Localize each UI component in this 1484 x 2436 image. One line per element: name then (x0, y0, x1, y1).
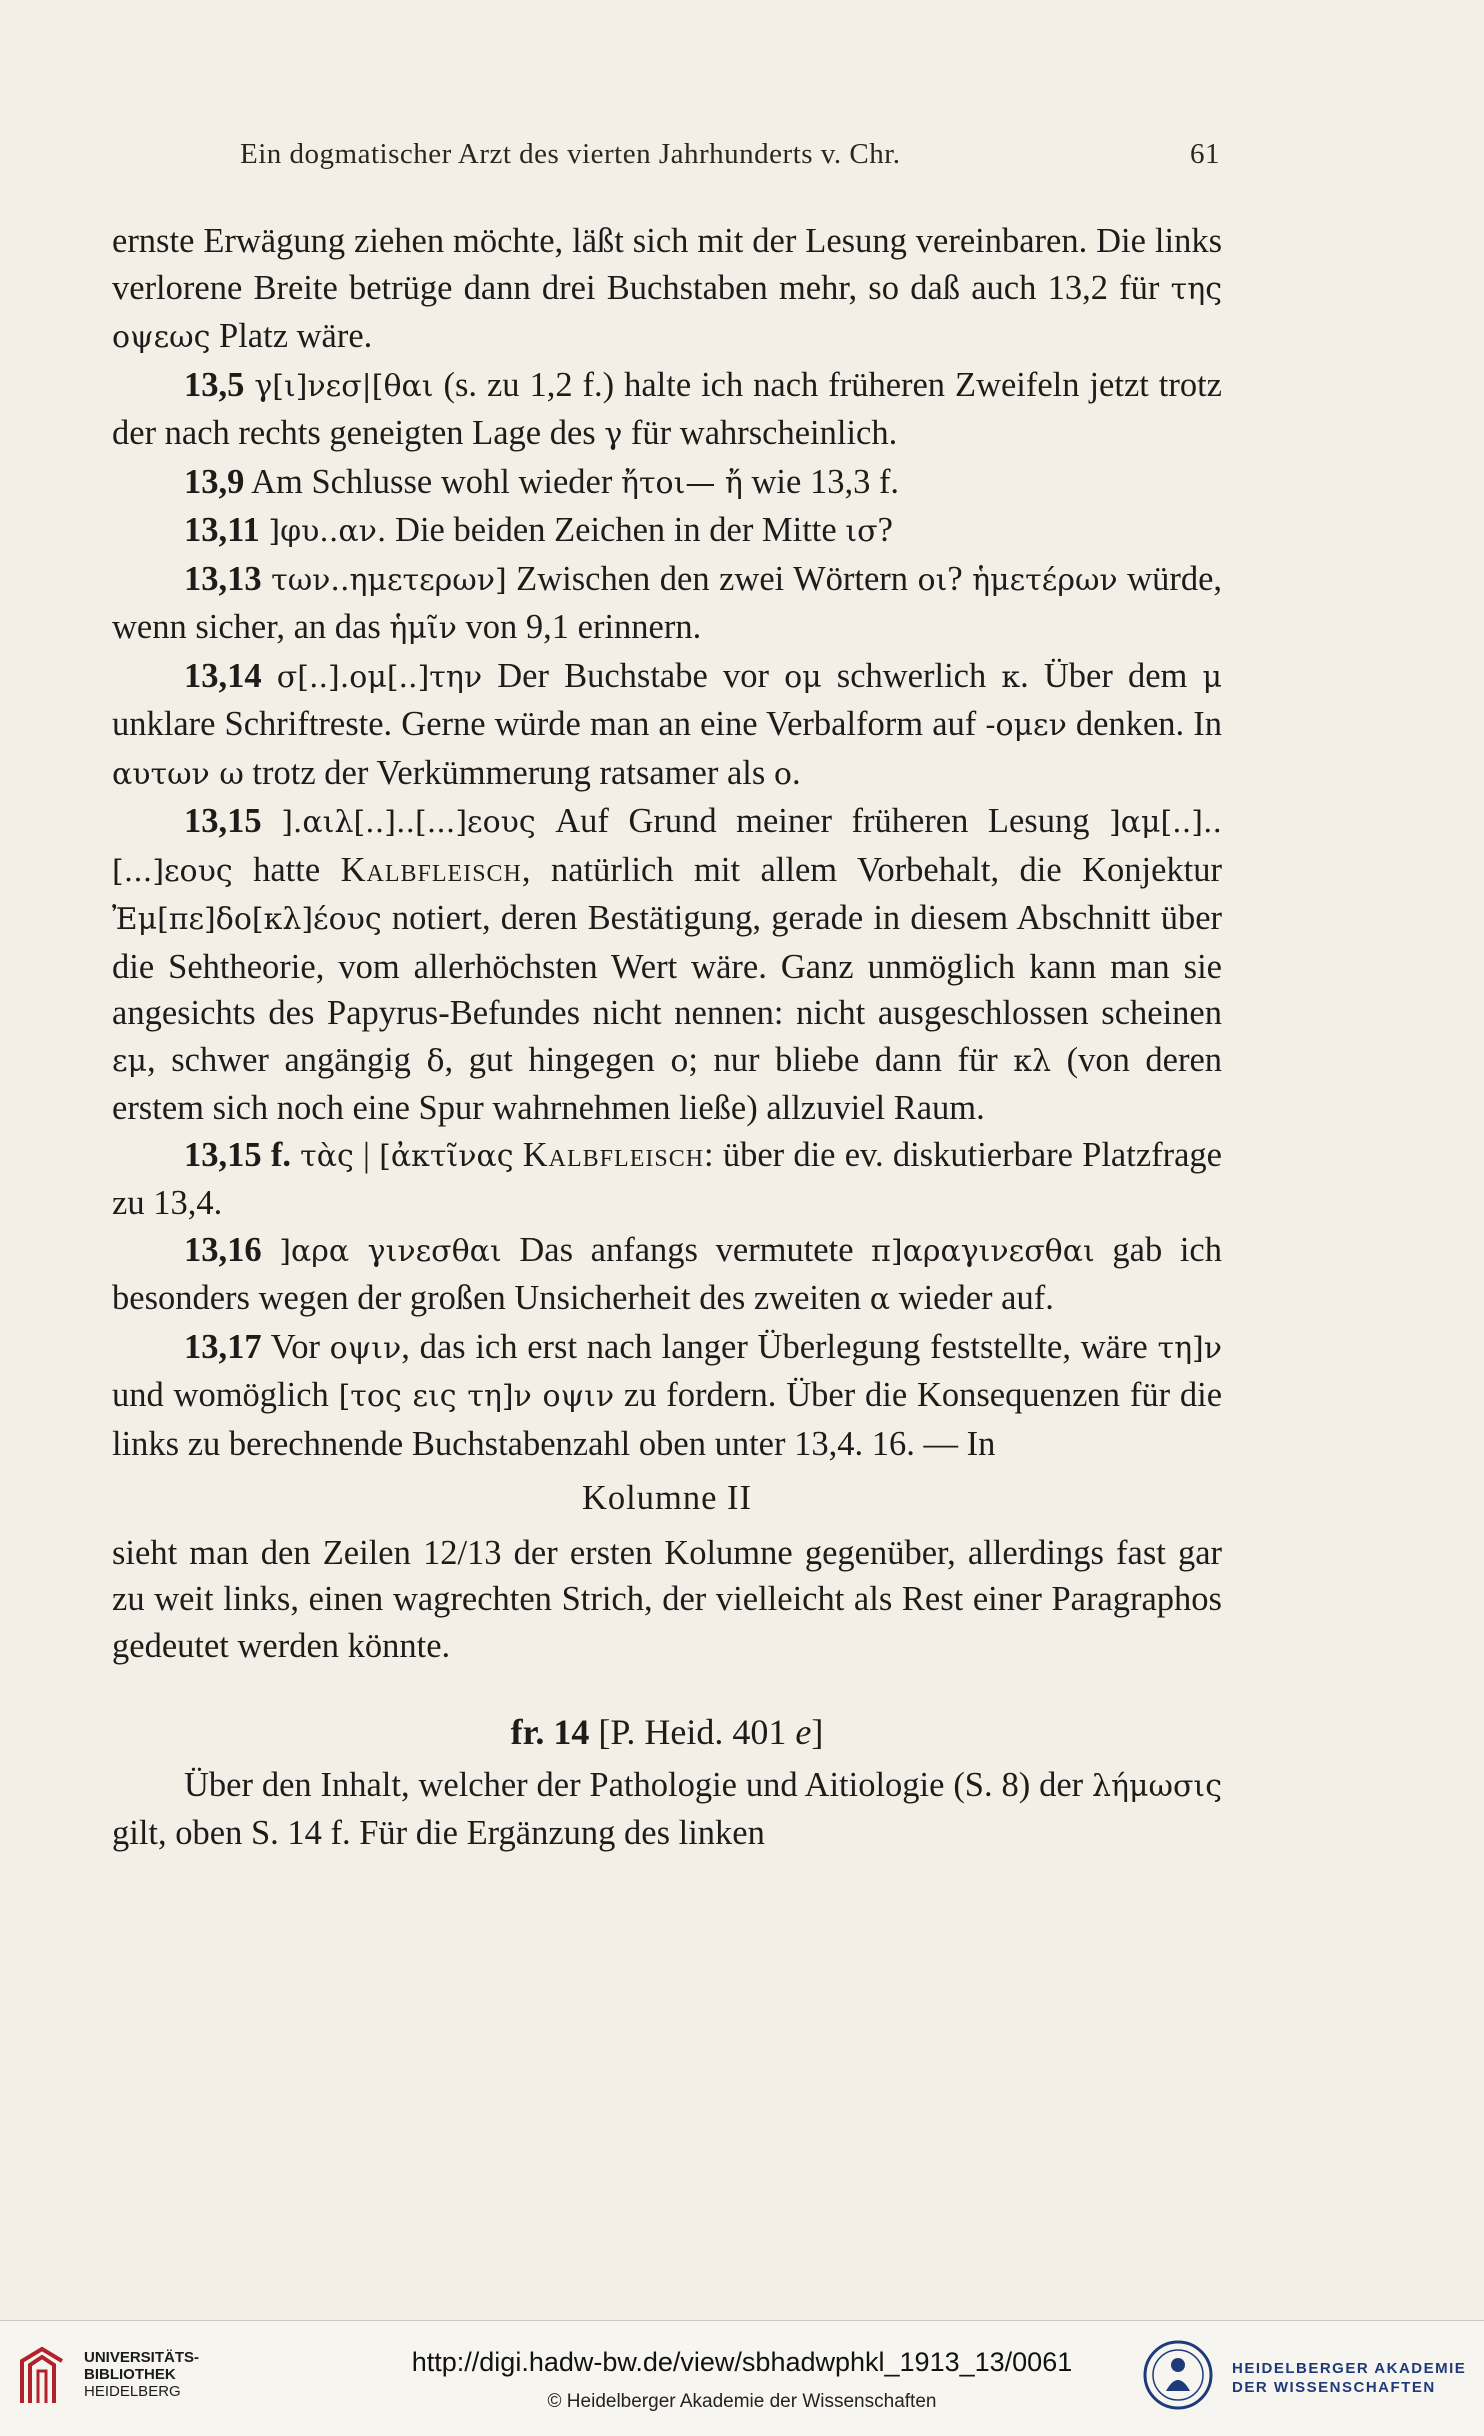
column-heading: Kolumne II (581, 1479, 752, 1517)
fragment-text (112, 1762, 1222, 1857)
academy-name-line1: HEIDELBERGER AKADEMIE (1232, 2360, 1467, 2377)
running-header (240, 138, 1220, 171)
running-title: Ein dogmatischer Arzt des vierten Jahrhunderts v. Chr. (240, 138, 901, 170)
library-name-line1: UNIVERSITÄTS- (84, 2349, 200, 2366)
source-url-link[interactable]: http://digi.hadw-bw.de/view/sbhadwphkl_1913_13/0061 (411, 2347, 1073, 2377)
commentary-block (112, 218, 1222, 1467)
paragraph-p4: 13,11 ]φυ..αν. Die beiden Zeichen in der Mitte ισ? (184, 511, 893, 549)
footer-bar (0, 2320, 1484, 2436)
paragraph-p3: 13,9 Am Schlusse wohl wieder ἤτοι— ἤ wie 13,3 f. (184, 462, 900, 501)
copyright-notice: © Heidelberger Akademie der Wissenschaften (547, 2391, 937, 2412)
body-text (112, 218, 1222, 1857)
paragraph-p6: 13,14 σ[..].ομ[..]την Der Buchstabe vor ομ schwerlich κ. Über dem μ unklare Schriftreste. Gerne würde man an eine Verbalform auf -ομεν denken. In αυτων ω trotz der Verkümmerung ratsamer als ο. (112, 656, 1223, 792)
paragraph-p7: 13,15 ].αιλ[..]..[...]εους Auf Grund meiner früheren Lesung ]αμ[..]..[...]εους hatte Kalbfleisch, natürlich mit allem Vorbehalt, die Konjektur Ἐμ[πε]δο[κλ]έους notiert, deren Bestätigung, gerade in diesem Abschnitt über die Sehtheorie, vom allerhöchsten Wert wäre. Ganz unmöglich kann man sie angesichts des Papyrus-Befundes nicht nennen: nicht ausgeschlossen scheinen εμ, schwer angängig δ, gut hingegen ο; nur bliebe dann für κλ (von deren erstem sich noch eine Spur wahrnehmen ließe) allzuviel Raum. (112, 802, 1223, 1127)
paragraph-p12: Über den Inhalt, welcher der Pathologie und Aitiologie (S. 8) der λήμωσις gilt, oben S. 14 f. Für die Ergänzung des linken (112, 1765, 1222, 1852)
paragraph-p8: 13,15 f. τὰς | [ἀκτῖνας Kalbfleisch: über die ev. diskutierbare Platzfrage zu 13,4. (112, 1135, 1222, 1222)
academy-name-line2: DER WISSENSCHAFTEN (1232, 2379, 1436, 2396)
paragraph-p5: 13,13 των..ημετερων] Zwischen den zwei Wörtern οι? ἡμετέρων würde, wenn sicher, an das ἡμῖν von 9,1 erinnern. (112, 559, 1223, 646)
academy-name (1232, 2359, 1466, 2397)
paragraph-p2: 13,5 γ[ι]νεσ|[θαι (s. zu 1,2 f.) halte ich nach früheren Zweifeln jetzt trotz der nach rechts geneigten Lage des γ für wahrscheinlich. (112, 365, 1222, 452)
paragraph-p11: sieht man den Zeilen 12/13 der ersten Kolumne gegenüber, allerdings fast gar zu weit links, einen wagrechten Strich, der vielleicht als Rest einer Paragraphos gedeutet werden könnte. (112, 1533, 1222, 1665)
page-number: 61 (1190, 138, 1220, 170)
paragraph-p10: 13,17 Vor οψιν, das ich erst nach langer Überlegung feststellte, wäre τη]ν und womöglich [τος εις τη]ν οψιν zu fordern. Über die Konsequenzen für die links zu berechnende Buchstabenzahl oben unter 13,4. 16. — In (112, 1327, 1223, 1463)
fragment-heading: fr. 14 [P. Heid. 401 e] (510, 1712, 824, 1752)
paragraph-p1: ernste Erwägung ziehen möchte, läßt sich mit der Lesung vereinbaren. Die links verlorene Breite betrüge dann drei Buchstaben mehr, so daß auch 13,2 für της οψεως Platz wäre. (112, 222, 1222, 355)
library-name-line3: HEIDELBERG (84, 2383, 181, 2400)
library-name-line2: BIBLIOTHEK (84, 2366, 176, 2383)
paragraph-p9: 13,16 ]αρα γινεσθαι Das anfangs vermutete π]αραγινεσθαι gab ich besonders wegen der großen Unsicherheit des zweiten α wieder auf. (112, 1230, 1222, 1317)
academy-seal-icon (1142, 2339, 1214, 2411)
column-text (112, 1530, 1222, 1670)
